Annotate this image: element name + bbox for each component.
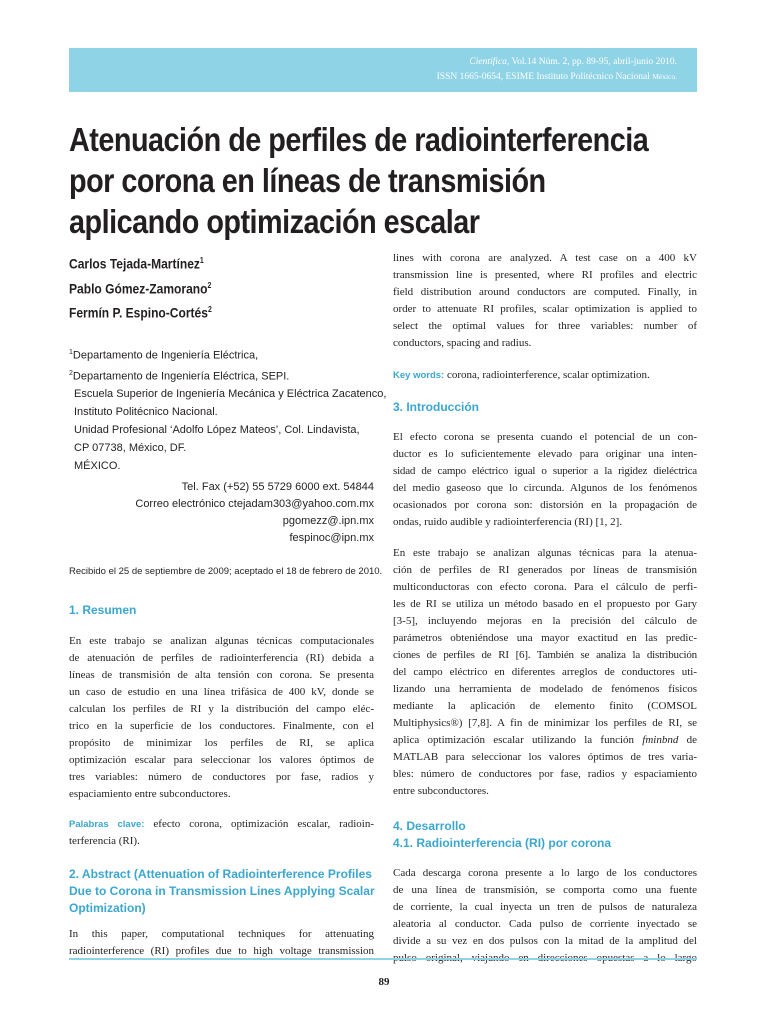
email-line: Correo electrónico ctejadam303@yahoo.com.mx	[135, 498, 374, 511]
text-line: divide a su vez en dos pulsos con la mitad de la amplitud del	[393, 935, 697, 947]
text-line: In this paper, computational techniques for attenuating	[69, 928, 374, 941]
page-number: 89	[378, 976, 390, 988]
text-line: transmission line is presented, where RI profiles and electric	[393, 269, 697, 281]
issn-text: ISSN 1665-0654, ESIME Instituto Politécnico Nacional	[436, 72, 653, 82]
affiliation-line: CP 07738, México, DF.	[74, 442, 187, 455]
text-line: ondas, ruido audible y radiointerferencia (RI) [1, 2].	[393, 516, 623, 528]
text-line: Multiphysics®) [7,8]. A fin de minimizar los perfiles de RI, se	[393, 717, 697, 729]
introduccion-paragraph-2	[393, 545, 697, 800]
journal-name: Científica	[469, 57, 507, 67]
text-line: select the optimal values for three variables: number of	[393, 320, 697, 332]
footer-rule	[69, 958, 697, 960]
author: Carlos Tejada-Martínez$^1$	[69, 255, 204, 272]
text-line: conductors, spacing and radius.	[393, 337, 532, 349]
text-line: ciones de perfiles de RI [6]. También se analiza la distribución	[393, 649, 697, 661]
text-line: aplica optimización escalar utilizando la función fminbnd de	[393, 734, 697, 746]
text-line: En este trabajo se analizan algunas técnicas computacionales	[69, 635, 374, 648]
function-name: fminbnd	[642, 734, 679, 746]
text-line: les de RI se utiliza un método basado en el propuesto por Gary	[393, 598, 697, 610]
text-line: lizando una herramienta de modelado de fenómenos físicos	[393, 683, 697, 695]
key-words	[393, 367, 697, 384]
text-line: del campo eléctrico en diferentes arreglos de conductores uti-	[393, 666, 697, 678]
title-line: aplicando optimización escalar	[69, 204, 480, 241]
text-line: de atenuación de perfiles de radiointerferencia (RI) debida a	[69, 652, 374, 665]
journal-header-band	[69, 48, 697, 92]
author-affiliation-mark: 2	[207, 305, 212, 315]
issn-country: México.	[652, 72, 677, 81]
introduccion-paragraph-1	[393, 429, 697, 531]
text-line: terferencia (RI).	[69, 835, 140, 848]
text-line: ocasionados por corona son: distorsión en la propagación de	[393, 499, 697, 511]
abstract-paragraph-continued	[393, 250, 697, 352]
text-line: propósito de minimizar los perfiles de RI, se aplica	[69, 737, 374, 750]
author-affiliation-mark: 2	[207, 280, 212, 290]
text-line: radiointerference (RI) profiles due to high voltage transmission	[69, 945, 374, 958]
abstract-paragraph-start	[69, 926, 374, 960]
affiliation-line: Unidad Profesional ‘Adolfo López Mateos’, Col. Lindavista,	[74, 424, 360, 437]
right-column	[393, 250, 697, 967]
affiliation-line: Instituto Politécnico Nacional.	[74, 406, 218, 419]
journal-citation	[469, 57, 677, 67]
text-line: líneas de transmisión de alta tensión con corona. Se presenta	[69, 669, 374, 682]
section-heading-resumen: 1. Resumen	[69, 603, 137, 618]
text-line: espaciamiento entre subconductores.	[69, 788, 231, 801]
text-line: MATLAB para seleccionar los valores óptimos de tres varia-	[393, 751, 697, 763]
text-line: ción de perfiles de RI generados por líneas de transmisión	[393, 564, 697, 576]
text-line: trico en la superficie de los conductores. Finalmente, con el	[69, 720, 374, 733]
journal-volume-pages: , Vol.14 Núm. 2, pp. 89-95, abril-junio 2010.	[506, 57, 677, 67]
author: Pablo Gómez-Zamorano$^2$	[69, 280, 212, 297]
text-line: order to attenuate RI profiles, scalar optimization is applied to	[393, 303, 697, 315]
journal-issn	[437, 72, 677, 82]
author: Fermín P. Espino-Cortés$^2$	[69, 304, 212, 321]
text-line: Key words: corona, radiointerference, scalar optimization.	[393, 369, 650, 381]
title-line: por corona en líneas de transmisión	[69, 163, 546, 200]
text-line: Palabras clave: efecto corona, optimización escalar, radioin-	[69, 818, 375, 831]
text-line: tres variables: número de conductores por fase, radios y	[69, 771, 374, 784]
text-line: En este trabajo se analizan algunas técnicas para la atenua-	[393, 547, 697, 559]
received-date: Recibido el 25 de septiembre de 2009; aceptado el 18 de febrero de 2010.	[69, 566, 383, 578]
text-line: bles: número de conductores por fase, radios y espaciamiento	[393, 768, 697, 780]
email-line: pgomezz@.ipn.mx	[282, 515, 374, 528]
keywords-label: Palabras clave:	[69, 819, 145, 831]
affiliation-line: $^1$Departamento de Ingeniería Eléctrica,	[69, 348, 259, 362]
text-line: sidad de campo eléctrico igual o superior a la rigidez dieléctrica	[393, 465, 697, 477]
key-words-label: Key words:	[393, 370, 445, 381]
text-line: mediante la aplicación de elemento finito (COMSOL	[393, 700, 697, 712]
palabras-clave	[69, 816, 374, 850]
email-line: fespinoc@ipn.mx	[289, 532, 374, 545]
text-line: parámetros obteniéndose una mayor exactitud en las predic-	[393, 632, 697, 644]
text-line: entre subconductores.	[393, 785, 489, 797]
section-heading-abstract: 2. Abstract (Attenuation of Radiointerference Profiles Due to Corona in Transmission Lines Applying Scalar Optimization)	[69, 867, 375, 916]
text-line: El efecto corona se presenta cuando el potencial de un con-	[393, 431, 697, 443]
title-line: Atenuación de perfiles de radiointerferencia	[69, 122, 649, 159]
author-list	[69, 250, 374, 324]
text-line: optimización escalar para seleccionar los valores óptimos de	[69, 754, 374, 767]
text-line: ductor es lo suficientemente elevado para originar una inten-	[393, 448, 697, 460]
subsection-heading: 4.1. Radiointerferencia (RI) por corona	[393, 836, 612, 850]
affiliation-line: Escuela Superior de Ingeniería Mecánica y Eléctrica Zacatenco,	[74, 388, 387, 401]
text-line: de una línea de transmisión, se comporta como una fuente	[393, 884, 697, 896]
desarrollo-paragraph	[393, 865, 697, 967]
phone-fax: Tel. Fax (+52) 55 5729 6000 ext. 54844	[181, 481, 374, 494]
text-line: calculan los perfiles de RI y la distribución del campo eléc-	[69, 703, 374, 716]
text-line: [3-5], incluyendo mejoras en la precisión del cálculo de	[393, 615, 697, 627]
text-line: lines with corona are analyzed. A test case on a 400 kV	[393, 252, 697, 264]
text-line: un caso de estudio en una línea trifásica de 400 kV, donde se	[69, 686, 374, 699]
section-heading-desarrollo: 4. Desarrollo 4.1. Radiointerferencia (RI) por corona	[393, 818, 697, 852]
left-column	[69, 250, 387, 960]
contact-info	[69, 479, 374, 547]
text-line: del medio gaseoso que lo circunda. Algunos de los fenómenos	[393, 482, 697, 494]
resumen-paragraph	[69, 633, 374, 803]
article-title	[69, 120, 649, 243]
affiliation-line: $^2$Departamento de Ingeniería Eléctrica, SEPI.	[69, 369, 290, 383]
affiliation-line: MÉXICO.	[74, 460, 121, 473]
text-line: field distribution around conductors are computed. Finally, in	[393, 286, 697, 298]
affiliations	[69, 344, 387, 475]
text-line: Cada descarga corona presente a lo largo de los conductores	[393, 867, 697, 879]
section-heading-introduccion: 3. Introducción	[393, 400, 480, 414]
text-line: de corriente, la cual inyecta un tren de pulsos de naturaleza	[393, 901, 697, 913]
author-affiliation-mark: 1	[199, 256, 204, 265]
text-line: aleatoria al conductor. Cada pulso de corriente inyectado se	[393, 918, 697, 930]
text-line: multiconductoras con efecto corona. Para el cálculo de perfi-	[393, 581, 697, 593]
